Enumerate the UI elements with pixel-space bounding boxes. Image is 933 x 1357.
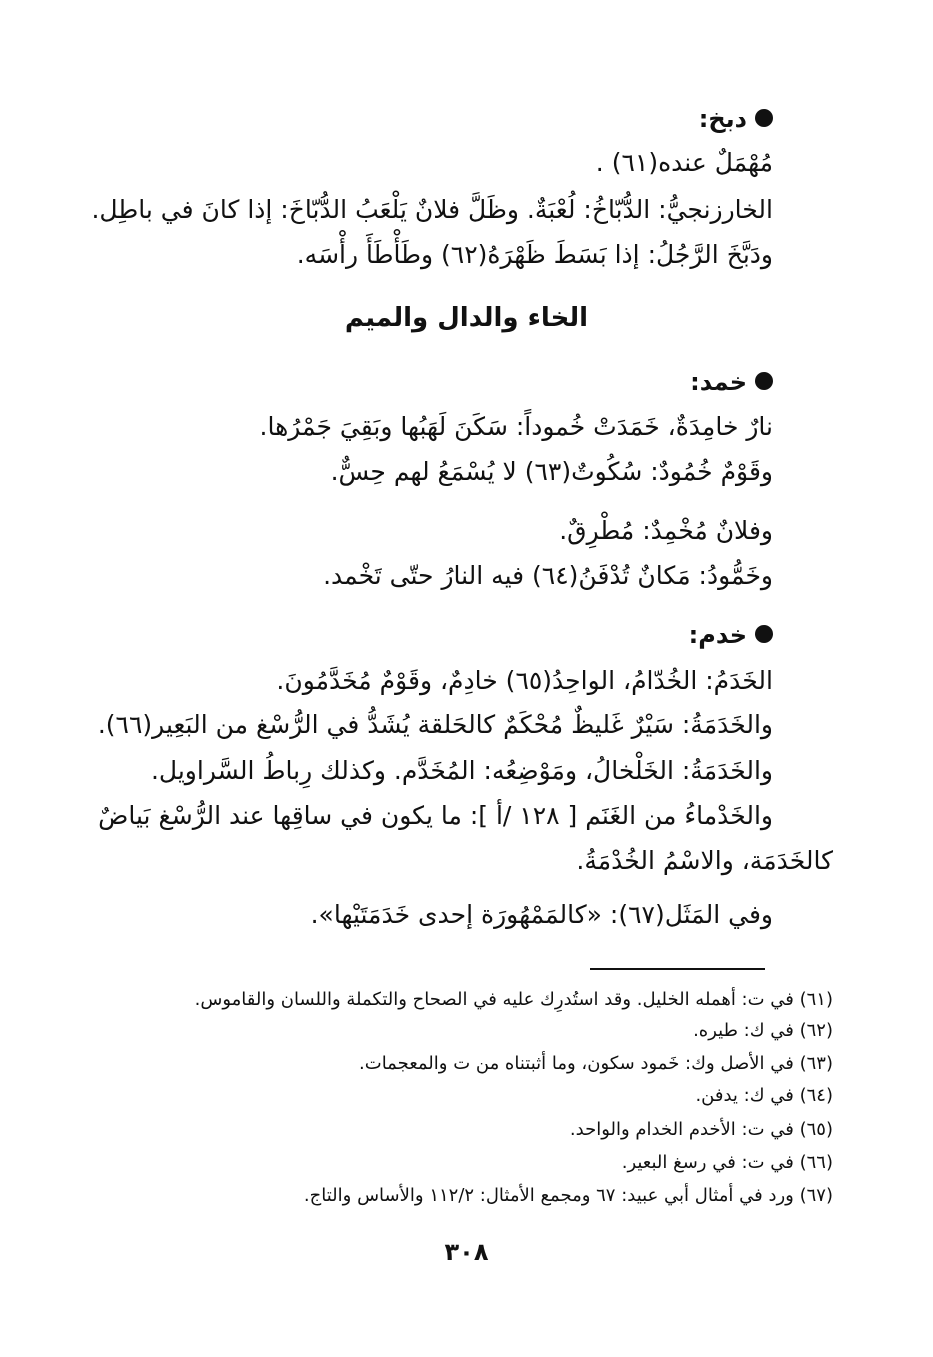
entry-heading-dbkh <box>699 104 773 134</box>
footnote: (٦٢) في ك: طيره. <box>693 1020 833 1041</box>
footnote-divider <box>590 968 765 970</box>
entry-line: نارٌ خامِدَةٌ، خَمَدَتْ خُموداً: سَكَنَ لَهَبُها وبَقِيَ جَمْرُها. <box>259 412 773 441</box>
entry-heading-khdm <box>689 620 773 650</box>
bullet-icon <box>755 625 773 643</box>
entry-line: ودَبَّخَ الرَّجُلُ: إذا بَسَطَ ظَهْرَهُ(٦٢) وطَأْطَأَ رأْسَه. <box>296 240 773 269</box>
entry-line: والخَدَمَةُ: سَيْرٌ غَليظٌ مُحْكَمٌ كالحَلقة يُشَدُّ في الرُّسْغ من البَعِير(٦٦). <box>97 710 773 739</box>
footnote: (٦٧) ورد في أمثال أبي عبيد: ٦٧ ومجمع الأمثال: ١١٢/٢ والأساس والتاج. <box>303 1185 833 1206</box>
entry-line: والخَدَمَةُ: الخَلْخالُ، ومَوْضِعُه: المُخَدَّم. وكذلك رِباطُ السَّراويل. <box>150 756 773 785</box>
entry-line: وخَمُّودُ: مَكانٌ تُدْفَنُ(٦٤) فيه النارُ حتّى تَخْمد. <box>323 561 773 590</box>
entry-line: الخَدَمُ: الخُدّامُ، الواحِدُ(٦٥) خادِمٌ، وقَوْمٌ مُخَدَّمُونَ. <box>276 666 773 695</box>
entry-heading-khmd <box>690 367 773 397</box>
page-number: ٣٠٨ <box>444 1238 489 1266</box>
entry-line: وفي المَثَل(٦٧): «كالمَمْهُورَة إحدى خَدَمَتَيْها». <box>310 900 773 929</box>
footnote: (٦٦) في ت: في رسغ البعير. <box>621 1152 833 1173</box>
entry-heading-text: دبخ: <box>698 105 747 133</box>
section-title: الخاء والدال والميم <box>344 303 589 333</box>
entry-heading-text: خمد: <box>690 368 747 396</box>
entry-line: مُهْمَلٌ عنده(٦١) . <box>595 148 773 177</box>
entry-line: كالخَدَمَة، والاسْمُ الخُدْمَةُ. <box>576 846 833 875</box>
footnote: (٦٤) في ك: يدفن. <box>695 1085 833 1106</box>
entry-line: الخارزنجيُّ: الدُّبّاخُ: لُعْبَةٌ. وظَلَّ فلانٌ يَلْعَبُ الدُّبّاخَ: إذا كانَ في باطِل. <box>91 195 773 224</box>
footnote: (٦٥) في ت: الأخدم الخدام والواحد. <box>569 1119 833 1140</box>
entry-line: وقَوْمٌ خُمُودٌ: سُكُوتٌ(٦٣) لا يُسْمَعُ لهم حِسٌّ. <box>330 457 773 486</box>
entry-heading-text: خدم: <box>688 621 747 649</box>
entry-line: والخَدْماءُ من الغَنَم [ ١٢٨ /أ ]: ما يكون في ساقِها عند الرُّسْغ بَياضٌ <box>98 801 773 830</box>
footnote: (٦٣) في الأصل وك: خَمود سكون، وما أثبتناه من ت والمعجمات. <box>359 1053 833 1074</box>
footnote: (٦١) في ت: أهمله الخليل. وقد استُدرِك عليه في الصحاح والتكملة واللسان والقاموس. <box>194 989 833 1010</box>
bullet-icon <box>755 372 773 390</box>
bullet-icon <box>755 109 773 127</box>
entry-line: وفلانٌ مُخْمِدٌ: مُطْرِقٌ. <box>559 516 773 545</box>
